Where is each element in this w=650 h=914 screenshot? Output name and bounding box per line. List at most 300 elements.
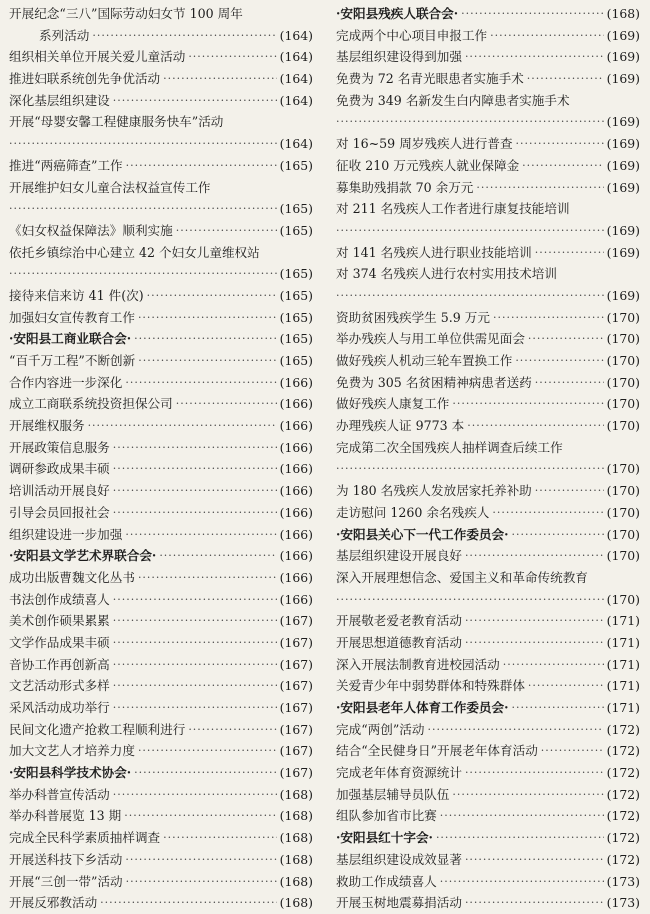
page-number: (167): [279, 765, 313, 781]
page-number: (168): [279, 873, 313, 889]
toc-entry: [336, 328, 640, 350]
toc-entry: [336, 849, 640, 871]
page-number: (172): [606, 743, 640, 759]
entry-title: 开展“三创一带”活动: [9, 873, 123, 889]
entry-title: 系列活动: [39, 27, 90, 43]
entry-title: 举办科普宣传活动: [9, 786, 110, 802]
toc-entry: [9, 740, 313, 762]
dot-leader: [113, 610, 277, 632]
page-number: (164): [279, 49, 313, 65]
section-title: ·安阳县关心下一代工作委员会·: [336, 526, 509, 542]
page-number: (169): [606, 244, 640, 260]
toc-entry: [336, 350, 640, 372]
entry-title: 加大文艺人才培养力度: [9, 743, 135, 759]
entry-title: 对 211 名残疾人工作者进行康复技能培训: [336, 201, 570, 217]
dot-leader: [134, 328, 277, 350]
section-heading: [336, 524, 640, 546]
toc-entry: [9, 111, 313, 133]
toc-entry: [9, 393, 313, 415]
section-heading: [336, 3, 640, 25]
page-number: (164): [279, 136, 313, 152]
toc-entry: [9, 697, 313, 719]
entry-title: 组织相关单位开展关爱儿童活动: [9, 49, 186, 65]
dot-leader: [452, 393, 603, 415]
toc-entry: [336, 177, 640, 199]
toc-left-column: [9, 3, 313, 914]
entry-title: 开展纪念“三八”国际劳动妇女节 100 周年: [9, 6, 243, 21]
toc-entry: [336, 263, 640, 285]
dot-leader: [113, 697, 277, 719]
page-number: (170): [606, 396, 640, 412]
dot-leader: [512, 524, 604, 546]
dot-leader: [9, 133, 277, 155]
toc-entry: [336, 111, 640, 133]
page-number: (169): [606, 136, 640, 152]
toc-entry: [336, 372, 640, 394]
dot-leader: [492, 502, 603, 524]
dot-leader: [476, 177, 603, 199]
toc-entry: [336, 892, 640, 914]
entry-title: 完成第二次全国残疾人抽样调查后续工作: [336, 439, 563, 455]
entry-title: 开展“母婴安馨工程健康服务快车”活动: [9, 114, 224, 130]
toc-entry: [336, 25, 640, 47]
entry-title: 深入开展理想信念、爱国主义和革命传统教育: [336, 569, 588, 585]
dot-leader: [125, 849, 276, 871]
page-number: (165): [279, 201, 313, 217]
entry-title: 开展玉树地震募捐活动: [336, 895, 462, 911]
toc-entry: [336, 654, 640, 676]
dot-leader: [138, 740, 277, 762]
dot-leader: [493, 307, 604, 329]
page-number: (166): [279, 569, 313, 585]
section-heading: [9, 545, 313, 567]
entry-title: 培训活动开展良好: [9, 483, 110, 499]
dot-leader: [113, 784, 277, 806]
page-number: (168): [279, 786, 313, 802]
dot-leader: [126, 871, 277, 893]
dot-leader: [503, 654, 604, 676]
section-title: ·安阳县老年人体育工作委员会·: [336, 700, 509, 715]
dot-leader: [147, 285, 277, 307]
toc-entry: [9, 198, 313, 220]
toc-right-column: [336, 3, 640, 914]
entry-title: 推进“两癌筛查”工作: [9, 157, 123, 173]
page-number: (167): [279, 743, 313, 759]
dot-leader: [465, 849, 604, 871]
entry-title: 对 374 名残疾人进行农村实用技术培训: [336, 266, 557, 282]
page-number: (168): [279, 895, 313, 911]
dot-leader: [490, 25, 604, 47]
toc-entry: [9, 177, 313, 199]
page-number: (172): [606, 765, 640, 781]
dot-leader: [336, 285, 604, 307]
entry-title: 深化基层组织建设: [9, 92, 110, 108]
entry-title: 做好残疾人机动三轮车置换工作: [336, 353, 513, 368]
toc-entry: [9, 524, 313, 546]
dot-leader: [465, 545, 604, 567]
toc-entry: [336, 242, 640, 264]
entry-title: 依托乡镇综治中心建立 42 个妇女儿童维权站: [9, 244, 260, 260]
toc-entry: [9, 827, 313, 849]
toc-entry: [9, 25, 313, 47]
entry-title: 走访慰问 1260 余名残疾人: [336, 504, 490, 520]
entry-title: 开展维护妇女儿童合法权益宣传工作: [9, 179, 211, 195]
toc-entry: [9, 610, 313, 632]
entry-title: 美术创作硕果累累: [9, 613, 110, 629]
entry-title: 免费为 349 名新发生白内障患者实施手术: [336, 92, 570, 108]
toc-entry: [9, 415, 313, 437]
toc-entry: [336, 675, 640, 697]
dot-leader: [113, 502, 277, 524]
dot-leader: [163, 827, 277, 849]
toc-entry: [336, 68, 640, 90]
entry-title: 加强妇女宣传教育工作: [9, 309, 135, 325]
dot-leader: [138, 307, 277, 329]
toc-entry: [9, 892, 313, 914]
dot-leader: [528, 328, 604, 350]
page-number: (165): [279, 157, 313, 173]
page-number: (169): [606, 71, 640, 87]
page-number: (166): [279, 483, 313, 499]
toc-entry: [336, 133, 640, 155]
section-title: ·安阳县科学技术协会·: [9, 765, 132, 781]
page-number: (169): [606, 179, 640, 195]
dot-leader: [427, 719, 603, 741]
section-title: ·安阳县红十字会·: [336, 830, 433, 846]
entry-title: 救助工作成绩喜人: [336, 873, 437, 889]
page-number: (170): [606, 504, 640, 520]
toc-entry: [9, 350, 313, 372]
dot-leader: [336, 220, 604, 242]
dot-leader: [138, 350, 276, 372]
page-number: (169): [606, 222, 640, 238]
page-number: (168): [279, 851, 313, 867]
dot-leader: [113, 458, 277, 480]
dot-leader: [535, 480, 604, 502]
entry-title: 文艺活动形式多样: [9, 678, 110, 694]
page-number: (173): [606, 873, 640, 889]
dot-leader: [188, 46, 276, 68]
toc-entry: [9, 307, 313, 329]
dot-leader: [113, 675, 277, 697]
page-number: (164): [279, 92, 313, 108]
dot-leader: [461, 3, 604, 25]
dot-leader: [126, 155, 277, 177]
entry-title: 音协工作再创新高: [9, 656, 110, 672]
dot-leader: [100, 892, 277, 914]
entry-title: 合作内容进一步深化: [9, 374, 123, 390]
page-number: (172): [606, 808, 640, 824]
page-number: (170): [606, 331, 640, 347]
dot-leader: [465, 610, 604, 632]
toc-entry: [336, 567, 640, 589]
toc-entry: [336, 784, 640, 806]
section-title: ·安阳县工商业联合会·: [9, 331, 132, 347]
dot-leader: [528, 675, 604, 697]
page-number: (170): [606, 418, 640, 434]
entry-title: “百千万工程”不断创新: [9, 353, 136, 368]
page-number: (169): [606, 114, 640, 130]
section-heading: [336, 827, 640, 849]
entry-title: 开展敬老爱老教育活动: [336, 613, 462, 629]
toc-entry: [9, 502, 313, 524]
page-number: (168): [279, 830, 313, 846]
toc-entry: [9, 871, 313, 893]
entry-title: 对 16~59 周岁残疾人进行普查: [336, 136, 513, 152]
page-number: (171): [606, 678, 640, 694]
page-number: (171): [606, 613, 640, 629]
toc-entry: [9, 784, 313, 806]
entry-title: 书法创作成绩喜人: [9, 591, 110, 607]
toc-entry: [9, 849, 313, 871]
entry-title: 推进妇联系统创先争优活动: [9, 71, 161, 87]
toc-entry: [9, 567, 313, 589]
toc-entry: [336, 285, 640, 307]
section-title: ·安阳县文学艺术界联合会·: [9, 548, 157, 564]
dot-leader: [522, 155, 604, 177]
entry-title: 接待来信来访 41 件(次): [9, 287, 144, 303]
page-number: (170): [606, 374, 640, 390]
dot-leader: [440, 871, 604, 893]
page-number: (169): [606, 157, 640, 173]
toc-entry: [336, 198, 640, 220]
toc-entry: [336, 805, 640, 827]
toc-entry: [336, 632, 640, 654]
toc-entry: [336, 220, 640, 242]
page-number: (170): [606, 526, 640, 542]
page-number: (166): [279, 526, 313, 542]
toc-entry: [336, 589, 640, 611]
toc-entry: [9, 632, 313, 654]
toc-entry: [9, 589, 313, 611]
section-heading: [9, 328, 313, 350]
page-number: (167): [279, 678, 313, 694]
dot-leader: [124, 805, 276, 827]
entry-title: 开展思想道德教育活动: [336, 634, 462, 650]
page-number: (170): [606, 548, 640, 564]
toc-entry: [9, 263, 313, 285]
dot-leader: [535, 242, 604, 264]
dot-leader: [336, 589, 604, 611]
toc-entry: [336, 90, 640, 112]
page-number: (165): [279, 266, 313, 282]
toc-entry: [9, 719, 313, 741]
page-number: (172): [606, 786, 640, 802]
dot-leader: [541, 740, 604, 762]
dot-leader: [436, 827, 604, 849]
toc-entry: [9, 155, 313, 177]
page-number: (171): [606, 634, 640, 650]
entry-title: 开展送科技下乡活动: [9, 851, 123, 867]
page-number: (171): [606, 656, 640, 672]
entry-title: 免费为 72 名青光眼患者实施手术: [336, 71, 524, 87]
toc-entry: [9, 285, 313, 307]
entry-title: 做好残疾人康复工作: [336, 396, 450, 412]
page-number: (166): [279, 591, 313, 607]
dot-leader: [452, 784, 603, 806]
entry-title: 募集助残捐款 70 余万元: [336, 179, 474, 195]
dot-leader: [527, 68, 604, 90]
entry-title: 采风活动成功举行: [9, 700, 110, 715]
dot-leader: [163, 68, 277, 90]
dot-leader: [440, 805, 604, 827]
dot-leader: [515, 350, 603, 372]
dot-leader: [535, 372, 604, 394]
entry-title: 基层组织建设成效显著: [336, 851, 462, 867]
page-number: (167): [279, 656, 313, 672]
toc-entry: [9, 3, 313, 25]
page-number: (168): [606, 6, 640, 21]
page-number: (170): [606, 309, 640, 325]
page-number: (172): [606, 721, 640, 737]
toc-entry: [336, 502, 640, 524]
dot-leader: [188, 719, 276, 741]
toc-entry: [9, 133, 313, 155]
toc-entry: [9, 480, 313, 502]
dot-leader: [134, 762, 277, 784]
page-number: (170): [606, 461, 640, 477]
dot-leader: [465, 632, 604, 654]
dot-leader: [113, 90, 277, 112]
dot-leader: [512, 697, 604, 719]
page-number: (170): [606, 353, 640, 368]
page-number: (166): [279, 439, 313, 455]
toc-entry: [9, 805, 313, 827]
entry-title: 举办残疾人与用工单位供需见面会: [336, 331, 525, 347]
page-number: (173): [606, 895, 640, 911]
dot-leader: [113, 480, 277, 502]
toc-entry: [336, 155, 640, 177]
entry-title: 成功出版曹魏文化丛书: [9, 569, 135, 585]
page-number: (167): [279, 721, 313, 737]
dot-leader: [159, 545, 276, 567]
toc-entry: [336, 762, 640, 784]
toc-entry: [336, 415, 640, 437]
entry-title: 《妇女权益保障法》顺利实施: [9, 222, 173, 238]
page-number: (171): [606, 700, 640, 715]
page-number: (164): [279, 27, 313, 43]
entry-title: 开展反邪教活动: [9, 895, 98, 911]
page-number: (166): [279, 418, 313, 434]
toc-entry: [336, 545, 640, 567]
dot-leader: [113, 632, 277, 654]
toc-entry: [9, 437, 313, 459]
entry-title: 举办科普展览 13 期: [9, 808, 122, 824]
entry-title: 引导会员回报社会: [9, 504, 110, 520]
section-title: ·安阳县残疾人联合会·: [336, 6, 459, 21]
entry-title: 基层组织建设开展良好: [336, 548, 462, 564]
page-number: (165): [279, 353, 313, 368]
dot-leader: [88, 415, 277, 437]
dot-leader: [336, 111, 604, 133]
section-heading: [336, 697, 640, 719]
entry-title: 基层组织建设得到加强: [336, 49, 462, 65]
page-number: (172): [606, 830, 640, 846]
page-number: (169): [606, 287, 640, 303]
page-number: (165): [279, 331, 313, 347]
entry-title: 关爱青少年中弱势群体和特殊群体: [336, 678, 525, 694]
page-number: (169): [606, 49, 640, 65]
entry-title: 开展维权服务: [9, 418, 85, 434]
dot-leader: [516, 133, 604, 155]
toc-entry: [336, 307, 640, 329]
entry-title: 征收 210 万元残疾人就业保障金: [336, 157, 520, 173]
entry-title: 调研参政成果丰硕: [9, 461, 110, 477]
toc-entry: [336, 458, 640, 480]
page-number: (170): [606, 483, 640, 499]
page-number: (166): [279, 504, 313, 520]
dot-leader: [465, 46, 604, 68]
dot-leader: [92, 25, 276, 47]
page-number: (170): [606, 591, 640, 607]
dot-leader: [465, 762, 604, 784]
dot-leader: [125, 524, 276, 546]
entry-title: 民间文化遗产抢救工程顺利进行: [9, 721, 186, 737]
page-number: (165): [279, 287, 313, 303]
entry-title: 成立工商联系统投资担保公司: [9, 396, 173, 412]
dot-leader: [9, 263, 277, 285]
page-number: (169): [606, 27, 640, 43]
dot-leader: [138, 567, 277, 589]
entry-title: 完成两个中心项目申报工作: [336, 27, 488, 43]
dot-leader: [176, 220, 277, 242]
toc-entry: [9, 68, 313, 90]
toc-entry: [9, 458, 313, 480]
toc-entry: [336, 437, 640, 459]
entry-title: 资助贫困残疾学生 5.9 万元: [336, 309, 490, 325]
section-heading: [9, 762, 313, 784]
dot-leader: [336, 458, 604, 480]
page-number: (166): [279, 396, 313, 412]
toc-entry: [9, 46, 313, 68]
toc-entry: [9, 242, 313, 264]
entry-title: 组织建设进一步加强: [9, 526, 123, 542]
entry-title: 完成全民科学素质抽样调查: [9, 830, 161, 846]
page-number: (164): [279, 71, 313, 87]
dot-leader: [113, 437, 277, 459]
dot-leader: [113, 654, 277, 676]
page-number: (172): [606, 851, 640, 867]
entry-title: 开展政策信息服务: [9, 439, 110, 455]
entry-title: 加强基层辅导员队伍: [336, 786, 450, 802]
dot-leader: [113, 589, 277, 611]
page-number: (168): [279, 808, 313, 824]
page-number: (166): [279, 461, 313, 477]
toc-entry: [336, 719, 640, 741]
page-number: (166): [279, 374, 313, 390]
toc-entry: [336, 480, 640, 502]
entry-title: 对 141 名残疾人进行职业技能培训: [336, 244, 532, 260]
entry-title: 完成老年体育资源统计: [336, 765, 462, 781]
page-number: (167): [279, 634, 313, 650]
page-number: (165): [279, 222, 313, 238]
page-number: (167): [279, 613, 313, 629]
toc-entry: [9, 675, 313, 697]
dot-leader: [176, 393, 277, 415]
entry-title: 文学作品成果丰硕: [9, 634, 110, 650]
dot-leader: [9, 198, 277, 220]
toc-entry: [336, 393, 640, 415]
dot-leader: [467, 415, 603, 437]
dot-leader: [125, 372, 276, 394]
toc-entry: [336, 740, 640, 762]
page-number: (165): [279, 309, 313, 325]
dot-leader: [465, 892, 604, 914]
toc-entry: [9, 654, 313, 676]
toc-entry: [336, 46, 640, 68]
page-number: (166): [279, 548, 313, 564]
toc-entry: [336, 610, 640, 632]
